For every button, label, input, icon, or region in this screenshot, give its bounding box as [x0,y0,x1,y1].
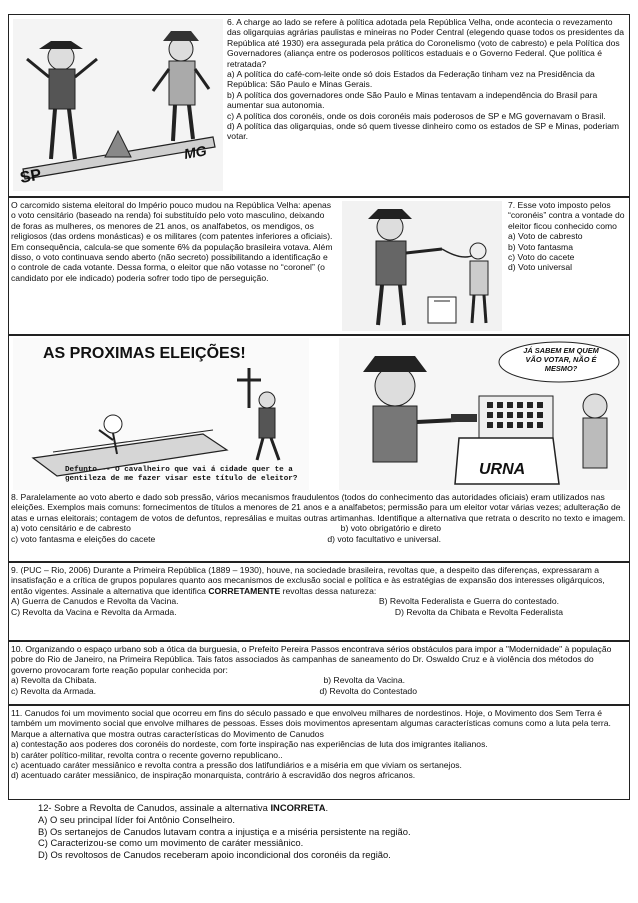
question-11-option-c[interactable]: c) acentuado caráter messiânico e revolta contra a pressão dos latifundiários e a miséria em que viviam os sertanejos. [11,760,462,771]
question-6-stem: 6. A charge ao lado se refere à política adotada pela República Velha, onde acontecia o revezamento das oligarquias agrárias paulistas e mineiras no Poder Central (elegendo quase todos os presidentes da República até 1930) era assegurada pela prática do Coronelismo (voto de cabresto) e pela Política dos Governadores (aliança entre os poderosos políticos estaduais e o Governo Federal. Que política é retratada? [227,17,624,69]
question-8-row2 [11,534,441,544]
question-9-stem: 9. (PUC – Rio, 2006) Durante a Primeira República (1889 – 1930), houve, na sociedade brasileira, revoltas que, a despeito das diferenças, expressaram a insatisfação e a crítica de grupos populares quanto aos mecanismos de exclusão social e política e às estratégias de expansão dos interesses oligárquicos, então vigentes. Assinale a alternativa que identifica CORRETAMENTE revoltas dessa natureza: [11,565,605,596]
cartoon-proximas-eleicoes [13,338,309,490]
question-7-option-a[interactable]: a) Voto de cabresto [508,231,583,242]
question-11-text [11,708,627,781]
question-6-text [227,17,625,142]
cartoon1-caption: Defunto -- O cavalheiro que vai á cidade quer te a gentileza de me fazer visar este título de eleitor? [65,466,298,483]
question-10-option-a[interactable]: a) Revolta da Chibata. [11,675,97,686]
question-6-box [8,14,630,197]
question-10-option-b[interactable]: b) Revolta da Vacina. [323,675,405,686]
question-10-row1 [11,675,405,685]
question-12-stem: 12- Sobre a Revolta de Canudos, assinale a alternativa INCORRETA. [38,802,329,813]
question-8-option-b[interactable]: b) voto obrigatório e direto [340,523,441,534]
question-12-option-b[interactable]: B) Os sertanejos de Canudos lutavam contra a injustiça e a miséria persistente na região. [38,825,411,837]
question-9-option-c[interactable]: C) Revolta da Vacina e Revolta da Armada. [11,606,177,617]
question-11-box [8,705,630,800]
question-8-text [11,492,627,544]
question-10-box [8,641,630,705]
question-10-option-d[interactable]: d) Revolta do Contestado [319,685,417,696]
question-9-option-d[interactable]: D) Revolta da Chibata e Revolta Federalista [394,606,563,617]
question-11-stem: 11. Canudos foi um movimento social que ocorreu em fins do século passado e que envolveu milhares de nordestinos. Hoje, o Movimento dos Sem Terra é também um movimento social que envolve milhares de pessoas. Esses dois movimentos apresentam algumas características comuns como a luta pela terra. Marque a alternativa que mostra outras características do Movimento de Canudos [11,708,611,739]
question-9-box [8,562,630,641]
question-7-option-d[interactable]: d) Voto universal [508,262,573,273]
question-7-context: O carcomido sistema eleitoral do Império pouco mudou na República Velha: apenas o voto censitário (baseado na renda) foi substituído pelo voto masculino, deixando de foras as mulheres, os menores de 21 anos, os analfabetos, os mendigos, os religiosos (das ordens monásticas) e os militares (com patentes inferiores a oficiais). Em consequência, calcula-se que somente 6% da população brasileira votava. Além disso, o voto continuava sendo aberto (não secreto) possibilitando a identificação e o controle de cada votante. Dessa forma, o eleitor que não votasse no “coronel” (o candidato por ele indicado) poderia sofrer todo tipo de perseguição. [11,200,333,283]
question-8-row1 [11,523,441,533]
cartoon-voto-cabresto [342,201,502,331]
question-7-stem: 7. Esse voto imposto pelos “coronéis” contra a vontade do eleitor ficou conhecido como [508,200,625,231]
question-12-option-c[interactable]: C) Caracterizou-se como um movimento de caráter messiânico. [38,837,304,849]
question-12-option-d[interactable]: D) Os revoltosos de Canudos receberam apoio incondicional dos coronéis da região. [38,849,391,861]
question-10-text [11,644,627,696]
question-6-option-d[interactable]: d) A política das oligarquias, onde só quem tivesse dinheiro como os estados de SP e Minas, poderiam votar. [227,121,620,142]
question-6-option-c[interactable]: c) A política dos coronéis, onde os dois coronéis mais poderosos de SP e MG governavam o Brasil. [227,110,606,121]
question-12-option-a[interactable]: A) O seu principal líder foi Antônio Conselheiro. [38,813,235,825]
question-11-option-a[interactable]: a) contestação aos poderes dos coronéis do nordeste, com forte inspiração nas experiências de luta dos imigrantes italianos. [11,739,488,750]
question-8-option-a[interactable]: a) voto censitário e de cabresto [11,523,131,534]
question-9-row2 [11,607,563,617]
question-8-box [8,335,630,562]
cartoon-sp-label: SP [18,166,43,187]
question-7-text [508,200,628,273]
question-8-option-c[interactable]: c) voto fantasma e eleições do cacete [11,533,156,544]
question-9-text [11,565,627,617]
question-10-stem: 10. Organizando o espaço urbano sob a ótica da burguesia, o Prefeito Pereira Passos encontrava sérios obstáculos para impor a "Modernidade" à população pobre do Rio de Janeiro, na Primeira República. Tais fatos associados às campanhas de saneamento do Dr. Oswaldo Cruz e à violência dos métodos do governo provocaram forte reação popular conhecida por: [11,644,612,675]
question-7-option-b[interactable]: b) Voto fantasma [508,241,573,252]
question-11-option-d[interactable]: d) acentuado caráter messiânico, de inspiração monarquista, contrário à escravidão dos negros africanos. [11,770,416,781]
question-9-option-b[interactable]: B) Revolta Federalista e Guerra do contestado. [378,596,559,607]
cartoon-mg-label: MG [182,142,208,162]
cartoon-urna [339,338,627,490]
question-7-box [8,197,630,335]
question-6-option-b[interactable]: b) A política dos governadores onde São Paulo e Minas tentavam a independência do Brasil para aumentar sua autonomia. [227,89,598,111]
question-9-option-a[interactable]: A) Guerra de Canudos e Revolta da Vacina. [11,596,179,607]
question-7-option-c[interactable]: c) Voto do cacete [508,252,575,263]
question-8-stem: 8. Paralelamente ao voto aberto e dado sob pressão, vários mecanismos fraudulentos (todos do conhecimento das autoridades oficiais) eram utilizados nas eleições. Exemplos mais comuns: fornecimentos de títulos a menores de 21 anos e a analfabetos; permissão para um eleitor votar várias vezes; adulteração de atas e urnas eleitorais; contagem de votos de defuntos, represálias e muitas outras artimanhas. Identifique a alternativa que retrata o descrito no texto e imagem. [11,492,626,523]
question-9-row1 [11,596,559,606]
cartoon2-bubble: JÁ SABEM EM QUEM VÃO VOTAR, NÃO É MESMO? [523,346,599,373]
cartoon2-urna: URNA [479,461,526,478]
question-10-row2 [11,686,417,696]
question-12 [38,802,628,861]
cartoon-seesaw [13,19,223,191]
question-10-option-c[interactable]: c) Revolta da Armada. [11,685,97,696]
question-6-option-a[interactable]: a) A política do café-com-leite onde só dois Estados da Federação tinham vez na Presidência da República: São Paulo e Minas Gerais. [227,69,595,90]
question-8-option-d[interactable]: d) voto facultativo e universal. [327,533,441,544]
question-11-option-b[interactable]: b) caráter político-militar, revolta contra o recente governo republicano.. [11,749,283,760]
cartoon1-title: AS PROXIMAS ELEIÇÕES! [43,345,246,362]
